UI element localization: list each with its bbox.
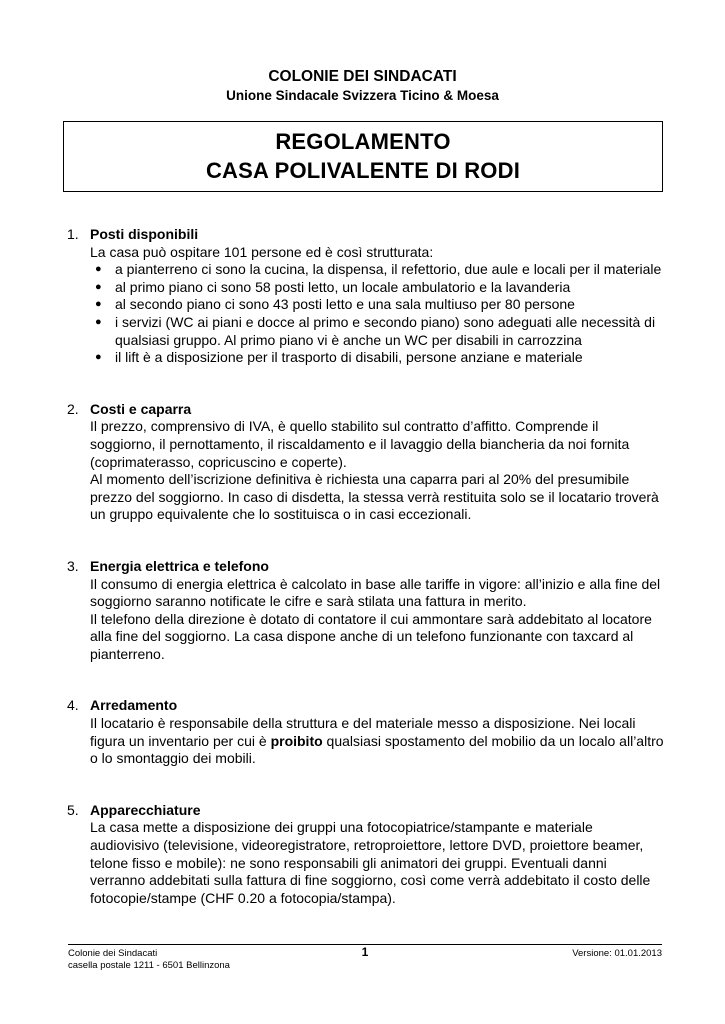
footer-postal: casella postale 1211 - 6501 Bellinzona [68, 960, 230, 971]
section-paragraph: Il prezzo, comprensivo di IVA, è quello stabilito sul contratto d’affitto. Comprende il soggiorno, il pernottamento, il riscaldamento e il lavaggio della biancheria da noi fornita (coprimaterasso, copricuscino e coperte). [90, 418, 630, 470]
section-paragraph: La casa mette a disposizione dei gruppi una fotocopiatrice/stampante e materiale audiovisivo (televisione, videoregistratore, retroproiettore, lettore DVD, proiettore beamer, telone fisso e mobile): ne sono responsabili gli animatori dei gruppi. Eventuali danni verranno addebitati sulla fattura di fine soggiorno, così come verrà addebitato il costo delle fotocopie/stampe (CHF 0.20 a fotocopia/stampa). [90, 819, 651, 906]
section-number: 4. [67, 697, 79, 714]
footer-org: Colonie dei Sindacati [68, 948, 158, 959]
list-item-text: a pianterreno ci sono la cucina, la dispensa, il refettorio, due aule e locali per il materiale [115, 261, 662, 278]
section-arredamento [64, 697, 664, 767]
section-paragraph: Al momento dell’iscrizione definitiva è richiesta una caparra pari al 20% del presumibile prezzo del soggiorno. In caso di disdetta, la stessa verrà restituita solo se il locatario troverà un gruppo equivalente che lo sostituisca o in casi eccezionali. [90, 471, 659, 523]
document-header [0, 67, 725, 105]
list-item-text: al primo piano ci sono 58 posti letto, un locale ambulatorio e la lavanderia [115, 278, 571, 295]
title-box [63, 121, 663, 192]
list-item [90, 279, 664, 297]
section-title: Costi e caparra [90, 400, 192, 417]
union-name: Unione Sindacale Svizzera Ticino & Moesa [226, 88, 499, 103]
section-number: 2. [67, 400, 79, 417]
organization-name: COLONIE DEI SINDACATI [268, 68, 457, 85]
footer-version: Versione: 01.01.2013 [572, 948, 662, 959]
list-item-text: il lift è a disposizione per il trasporto di disabili, persone anziane e materiale [115, 349, 583, 366]
section-paragraph [90, 715, 664, 768]
bullet-list [90, 261, 664, 367]
list-item-text: al secondo piano ci sono 43 posti letto e una sala multiuso per 80 persone [115, 296, 575, 313]
list-item [90, 314, 664, 349]
sections [64, 226, 664, 907]
title-line-2: CASA POLIVALENTE DI RODI [205, 158, 521, 183]
section-title: Posti disponibili [90, 226, 199, 242]
paragraph-text: qualsiasi spostamento del mobilio da un localo all’altro o lo smontaggio dei mobili. [90, 732, 664, 767]
section-paragraph: Il consumo di energia elettrica è calcolato in base alle tariffe in vigore: all’inizio e alla fine del soggiorno saranno notificate le cifre e sarà stilata una fattura in merito. [90, 575, 661, 610]
section-posti-disponibili [64, 226, 664, 367]
list-item-text: i servizi (WC ai piani e docce al primo e secondo piano) sono adeguati alle necessità di qualsiasi gruppo. Al primo piano vi è anche un WC per disabili in carrozzina [115, 313, 656, 348]
list-item [90, 261, 664, 279]
page-footer [68, 944, 662, 971]
section-title: Energia elettrica e telefono [90, 557, 269, 574]
bullet-icon: ● [95, 280, 102, 293]
bullet-icon: ● [95, 263, 102, 276]
bullet-icon: ● [95, 351, 102, 364]
section-number: 5. [67, 801, 79, 818]
bullet-icon: ● [95, 298, 102, 311]
title-line-1: REGOLAMENTO [275, 129, 451, 154]
list-item [90, 296, 664, 314]
section-title: Arredamento [90, 697, 178, 714]
section-number: 3. [67, 557, 79, 574]
section-energia-elettrica [64, 558, 664, 664]
section-paragraph: Il telefono della direzione è dotato di contatore il cui ammontare sarà addebitato al locatore alla fine del soggiorno. La casa dispone anche di un telefono funzionante con taxcard al pianterreno. [90, 610, 652, 662]
page-number: 1 [361, 945, 369, 959]
section-title: Apparecchiature [90, 801, 201, 818]
section-costi-e-caparra [64, 401, 664, 524]
emphasis-text: proibito [270, 732, 323, 749]
section-number: 1. [67, 226, 79, 242]
section-intro: La casa può ospitare 101 persone ed è così strutturata: [90, 243, 434, 260]
paragraph-text: Il locatario è responsabile della struttura e del materiale messo a disposizione. Nei locali figura un inventario per cui è [90, 715, 636, 749]
list-item [90, 349, 664, 367]
bullet-icon: ● [95, 315, 102, 328]
section-apparecchiature [64, 802, 664, 908]
